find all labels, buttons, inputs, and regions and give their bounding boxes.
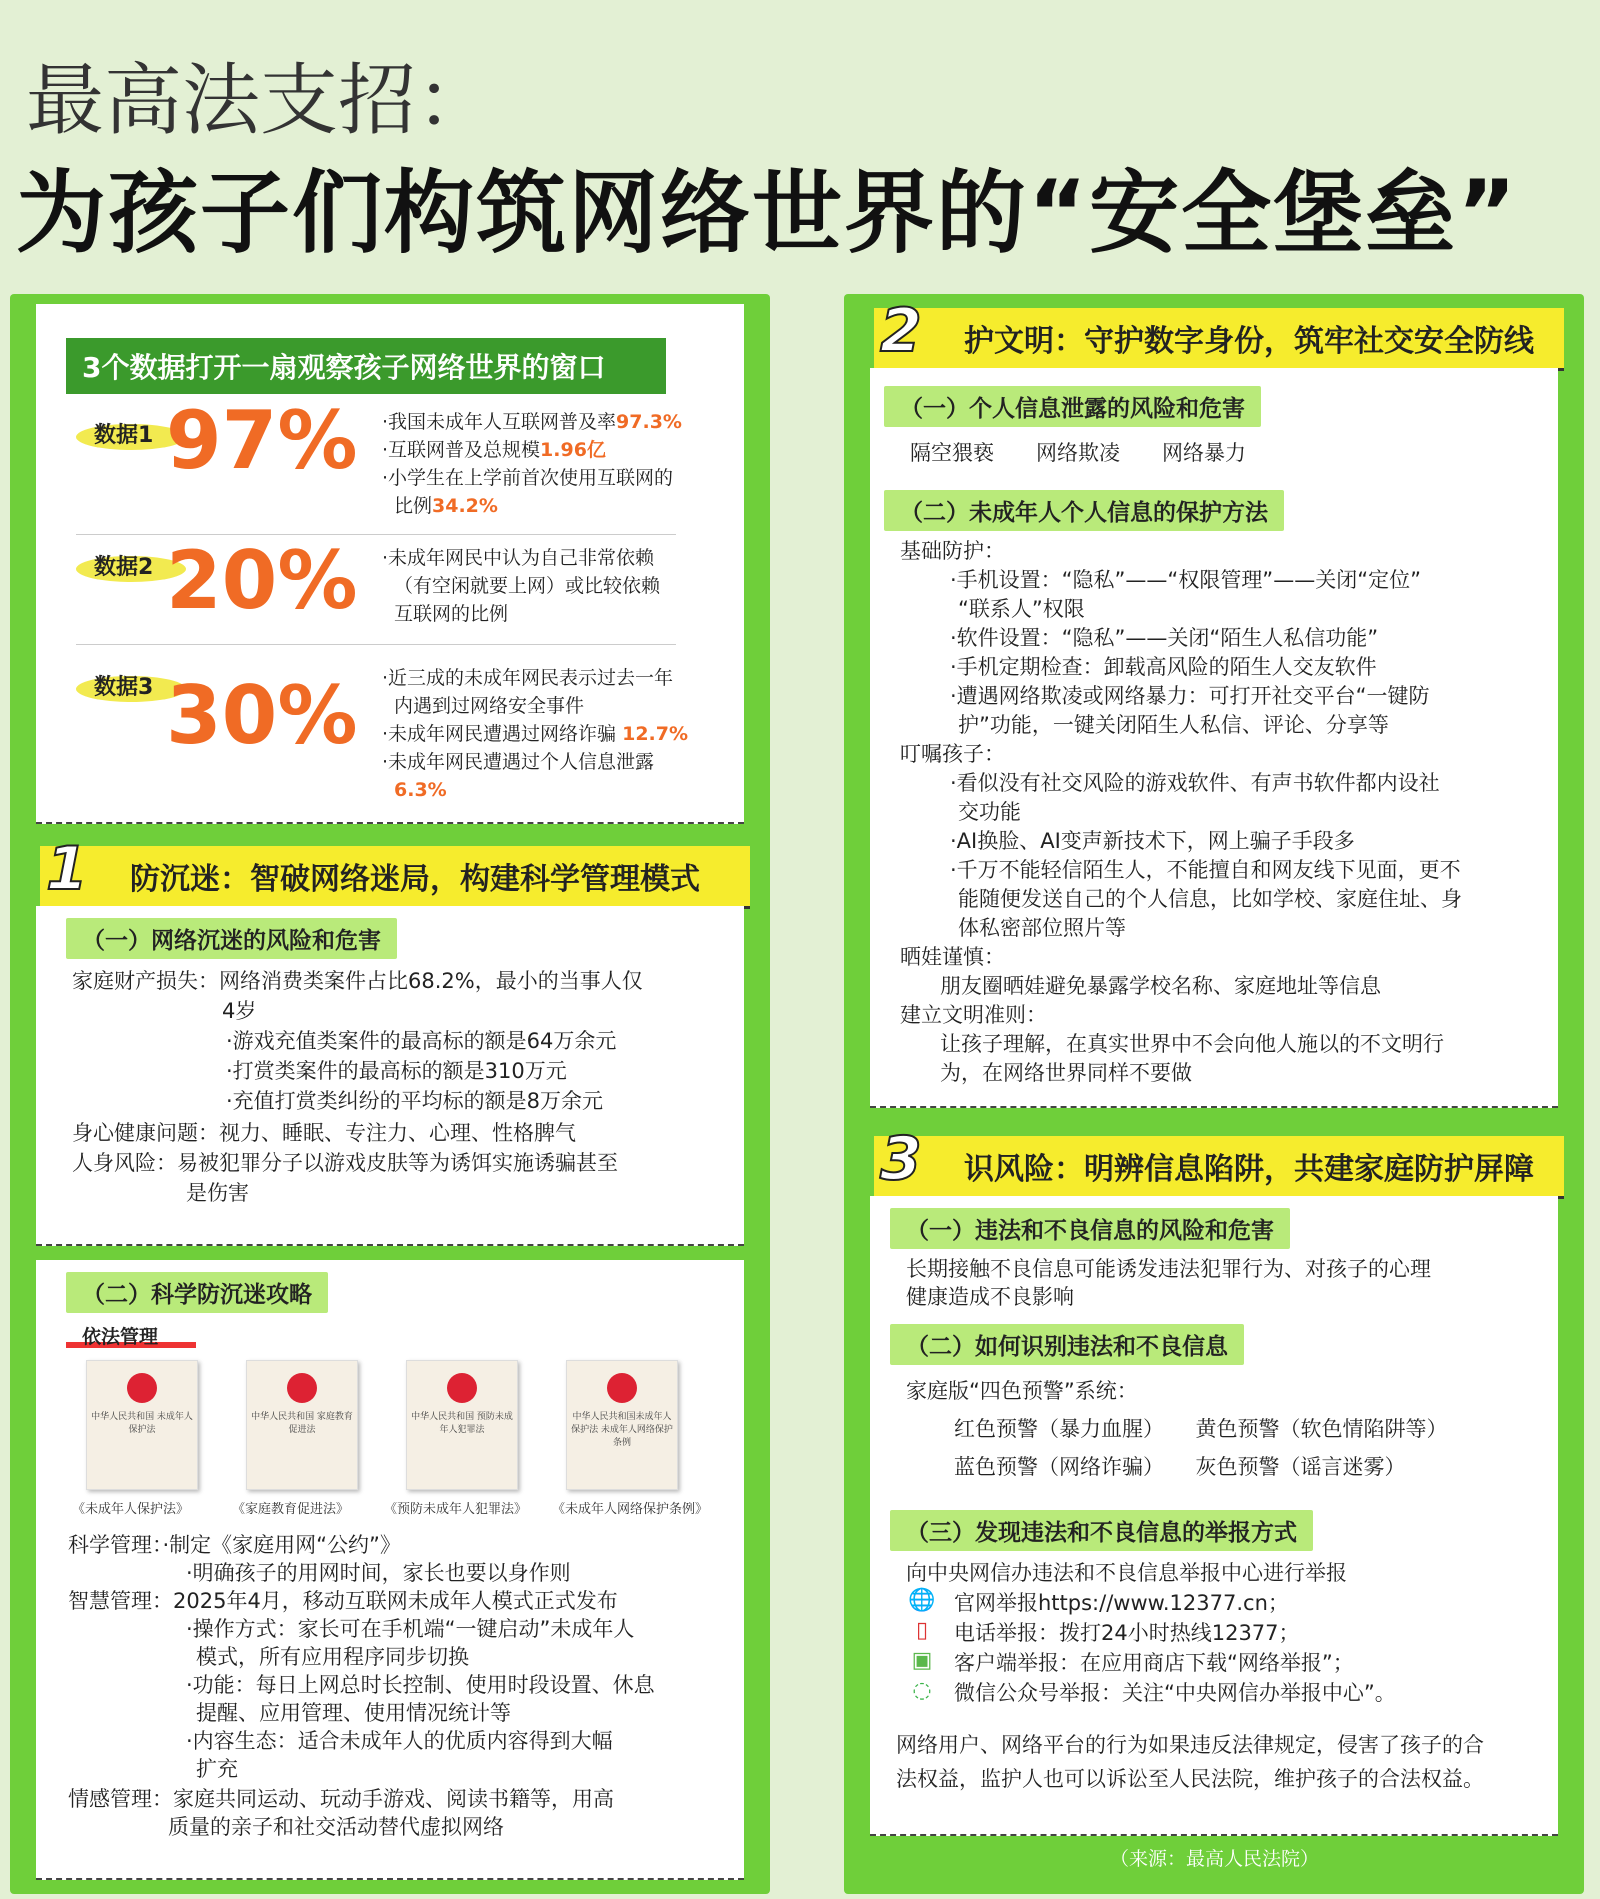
section-2-number: 2: [880, 296, 922, 366]
s1a-line: 家庭财产损失：网络消费类案件占比68.2%，最小的当事人仅: [72, 969, 643, 993]
data-3-line-3: ·未成年网民遭遇过网络诈骗 12.7%: [382, 723, 689, 745]
s2b-line: ·AI换脸、AI变声新技术下，网上骗子手段多: [950, 829, 1355, 853]
section-1b-title: （二）科学防沉迷攻略: [66, 1272, 328, 1313]
s1b-line: 质量的亲子和社交活动替代虚拟网络: [168, 1815, 504, 1839]
s2b-line: 晒娃谨慎：: [900, 945, 1005, 969]
closing-line: 网络用户、网络平台的行为如果违反法律规定，侵害了孩子的合: [896, 1733, 1484, 1757]
book-caption: 《家庭教育促进法》: [232, 1502, 350, 1517]
section-3-title: 识风险：明辨信息陷阱，共建家庭防护屏障: [874, 1136, 1564, 1199]
s2a-line: 隔空猥亵 网络欺凌 网络暴力: [910, 441, 1246, 465]
s1b-line: ·功能：每日上网总时长控制、使用时段设置、休息: [186, 1673, 655, 1697]
report-wechat: 微信公众号举报：关注“中央网信办举报中心”。: [954, 1681, 1396, 1705]
source-note: （来源：最高人民法院）: [1110, 1848, 1320, 1870]
title-line-1: 最高法支招：: [26, 56, 495, 146]
data-card: [36, 304, 744, 824]
data-3-label: 数据3: [94, 675, 154, 700]
s2b-line: 建立文明准则：: [900, 1003, 1047, 1027]
section-3c-title: （三）发现违法和不良信息的举报方式: [890, 1510, 1313, 1551]
data-2-line-2: （有空闲就要上网）或比较依赖: [394, 575, 661, 597]
wechat-icon: ◌: [912, 1678, 932, 1703]
s2b-line: ·千万不能轻信陌生人，不能擅自和网友线下见面，更不: [950, 858, 1461, 882]
s2b-line: ·遭遇网络欺凌或网络暴力：可打开社交平台“一键防: [950, 684, 1430, 708]
s2b-line: 能随便发送自己的个人信息，比如学校、家庭住址、身: [958, 887, 1462, 911]
s3c-intro: 向中央网信办违法和不良信息举报中心进行举报: [906, 1561, 1347, 1585]
data-2-value: 20%: [166, 534, 358, 627]
s3b-line: 家庭版“四色预警”系统：: [906, 1379, 1138, 1403]
section-3a-title: （一）违法和不良信息的风险和危害: [890, 1208, 1290, 1249]
s2b-line: 体私密部位照片等: [958, 916, 1126, 940]
s2b-line: “联系人”权限: [958, 597, 1085, 621]
data-3-value: 30%: [166, 669, 358, 762]
s1a-line: 4岁: [222, 999, 257, 1023]
section-3b-title: （二）如何识别违法和不良信息: [890, 1324, 1244, 1365]
data-3-line-4: ·未成年网民遭遇过个人信息泄露: [382, 751, 655, 773]
book-2: 中华人民共和国 家庭教育促进法: [246, 1360, 358, 1490]
report-app: 客户端举报：在应用商店下载“网络举报”；: [954, 1651, 1354, 1675]
law-tag: 依法管理: [82, 1326, 159, 1348]
report-phone: 电话举报：拨打24小时热线12377；: [954, 1621, 1300, 1645]
data-3-line-1: ·近三成的未成年网民表示过去一年: [382, 667, 674, 689]
phone-icon: ▯: [915, 1618, 929, 1643]
s2b-line: 基础防护：: [900, 539, 1005, 563]
s2b-line: 朋友圈晒娃避免暴露学校名称、家庭地址等信息: [940, 974, 1381, 998]
section-2-title: 护文明：守护数字身份，筑牢社交安全防线: [874, 308, 1564, 371]
data-2-label: 数据2: [94, 555, 154, 580]
s1b-line: 模式，所有应用程序同步切换: [196, 1645, 469, 1669]
section-2a-title: （一）个人信息泄露的风险和危害: [884, 386, 1261, 427]
s1b-line: 情感管理：家庭共同运动、玩动手游戏、阅读书籍等，用高: [68, 1787, 614, 1811]
right-panel: [844, 294, 1584, 1894]
s3a-line: 长期接触不良信息可能诱发违法犯罪行为、对孩子的心理: [906, 1257, 1431, 1281]
data-1-value: 97%: [166, 394, 358, 487]
section-1-number: 1: [46, 834, 88, 904]
data-1-line-1: ·我国未成年人互联网普及率97.3%: [382, 411, 682, 433]
s1a-line: 是伤害: [186, 1181, 249, 1205]
s1a-line: ·打赏类案件的最高标的额是310万元: [226, 1059, 567, 1083]
section-2b-title: （二）未成年人个人信息的保护方法: [884, 490, 1284, 531]
book-caption: 《未成年人保护法》: [72, 1502, 190, 1517]
book-4: 中华人民共和国未成年人保护法 未成年人网络保护条例: [566, 1360, 678, 1490]
data-header: 3个数据打开一扇观察孩子网络世界的窗口: [66, 338, 666, 394]
section-2-card: [870, 368, 1558, 1108]
data-3-line-2: 内遇到过网络安全事件: [394, 695, 585, 717]
s1b-line: 智慧管理：2025年4月，移动互联网未成年人模式正式发布: [68, 1589, 618, 1613]
book-3: 中华人民共和国 预防未成年人犯罪法: [406, 1360, 518, 1490]
s1b-line: 扩充: [196, 1757, 238, 1781]
data-3-line-5: 6.3%: [394, 779, 447, 801]
data-2-line-3: 互联网的比例: [394, 603, 509, 625]
s3b-line: 红色预警（暴力血腥） 黄色预警（软色情陷阱等）: [954, 1417, 1448, 1441]
s1a-line: ·游戏充值类案件的最高标的额是64万余元: [226, 1029, 617, 1053]
data-1-line-3: ·小学生在上学前首次使用互联网的: [382, 467, 674, 489]
section-1b-card: [36, 1260, 744, 1880]
title-line-2: 为孩子们构筑网络世界的“安全堡垒”: [16, 161, 1519, 266]
s1b-line: 提醒、应用管理、使用情况统计等: [196, 1701, 511, 1725]
s2b-line: 让孩子理解，在真实世界中不会向他人施以的不文明行: [940, 1032, 1444, 1056]
s1a-line: ·充值打赏类纠纷的平均标的额是8万余元: [226, 1089, 604, 1113]
s2b-line: 护”功能，一键关闭陌生人私信、评论、分享等: [958, 713, 1389, 737]
section-1a-title: （一）网络沉迷的风险和危害: [66, 918, 397, 959]
book-1: 中华人民共和国 未成年人保护法: [86, 1360, 198, 1490]
data-1-line-2: ·互联网普及总规模1.96亿: [382, 439, 606, 461]
section-1a-card: [36, 906, 744, 1246]
closing-line: 法权益，监护人也可以诉讼至人民法院，维护孩子的合法权益。: [896, 1767, 1484, 1791]
s1b-line: 科学管理：·制定《家庭用网“公约”》: [68, 1533, 401, 1557]
s2b-line: 交功能: [958, 800, 1021, 824]
app-icon: ▣: [911, 1648, 933, 1673]
s2b-line: ·手机设置：“隐私”——“权限管理”——关闭“定位”: [950, 568, 1421, 592]
left-panel: [10, 294, 770, 1894]
s2b-line: 叮嘱孩子：: [900, 742, 1005, 766]
s1b-line: ·明确孩子的用网时间，家长也要以身作则: [186, 1561, 571, 1585]
s1b-line: ·内容生态：适合未成年人的优质内容得到大幅: [186, 1729, 613, 1753]
book-caption: 《预防未成年人犯罪法》: [384, 1502, 528, 1517]
section-3-card: [870, 1196, 1558, 1836]
s1b-line: ·操作方式：家长可在手机端“一键启动”未成年人: [186, 1617, 635, 1641]
s2b-line: ·软件设置：“隐私”——关闭“陌生人私信功能”: [950, 626, 1379, 650]
s2b-line: ·看似没有社交风险的游戏软件、有声书软件都内设社: [950, 771, 1440, 795]
data-2-line-1: ·未成年网民中认为自己非常依赖: [382, 547, 655, 569]
s3b-line: 蓝色预警（网络诈骗） 灰色预警（谣言迷雾）: [954, 1455, 1406, 1479]
data-1-label: 数据1: [94, 423, 154, 448]
report-website: 官网举报https://www.12377.cn；: [954, 1591, 1289, 1615]
s3a-line: 健康造成不良影响: [906, 1285, 1074, 1309]
s1a-line: 身心健康问题：视力、睡眠、专注力、心理、性格脾气: [72, 1121, 576, 1145]
globe-icon: 🌐: [908, 1588, 936, 1613]
section-3-number: 3: [880, 1124, 922, 1194]
s2b-line: 为，在网络世界同样不要做: [940, 1061, 1192, 1085]
section-1-title: 防沉迷：智破网络迷局，构建科学管理模式: [40, 846, 750, 909]
data-1-line-4: 比例34.2%: [394, 495, 498, 517]
book-caption: 《未成年人网络保护条例》: [552, 1502, 709, 1517]
s1a-line: 人身风险：易被犯罪分子以游戏皮肤等为诱饵实施诱骗甚至: [72, 1151, 618, 1175]
s2b-line: ·手机定期检查：卸载高风险的陌生人交友软件: [950, 655, 1377, 679]
